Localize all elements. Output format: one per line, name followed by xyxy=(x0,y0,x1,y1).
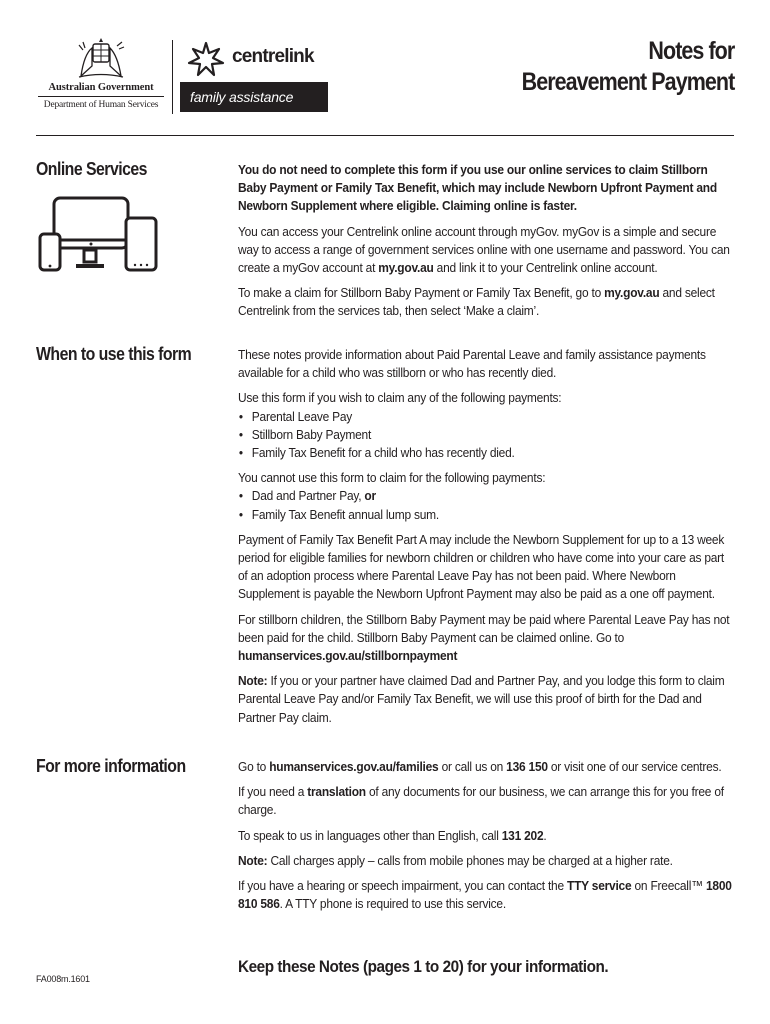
form-code: FA008m.1601 xyxy=(36,974,90,984)
when-paragraph-2: Use this form if you wish to claim any of the following payments: xyxy=(238,390,562,406)
when-to-use-body xyxy=(238,346,735,734)
mygov-link[interactable]: my.gov.au xyxy=(378,260,434,276)
header-rule xyxy=(36,135,734,136)
more-note xyxy=(238,852,735,870)
coat-of-arms-icon xyxy=(73,36,129,80)
when-paragraph-5 xyxy=(238,611,735,666)
families-link[interactable]: humanservices.gov.au/families xyxy=(269,759,439,774)
header-divider xyxy=(172,40,173,114)
document-title-line-1: Notes for xyxy=(648,37,734,65)
text: You can access your Centrelink online account through myGov. myGov is a simple and secure way to access a range of government services online with one username and password. You can create a myGov account at xyxy=(238,223,730,276)
text: and link it to your Centrelink online account. xyxy=(433,260,658,276)
text: Call charges apply – calls from mobile phones may be charged at a higher rate. xyxy=(267,852,673,868)
online-services-heading: Online Services xyxy=(36,159,147,179)
phone-number: 131 202 xyxy=(501,827,544,843)
family-assistance-label: family assistance xyxy=(180,82,328,112)
more-paragraph-tty xyxy=(238,877,735,913)
claim-payments-list xyxy=(238,408,735,463)
text: or xyxy=(364,488,376,504)
mygov-link[interactable]: my.gov.au xyxy=(604,285,660,301)
note-label: Note: xyxy=(238,852,268,868)
text: . xyxy=(543,827,547,843)
online-paragraph-claim xyxy=(238,284,735,320)
more-paragraph-2 xyxy=(238,783,735,819)
centrelink-star-icon xyxy=(186,40,226,80)
when-to-use-heading: When to use this form xyxy=(36,344,192,364)
list-item xyxy=(238,487,735,505)
text: or visit one of our service centres. xyxy=(547,759,722,774)
when-paragraph-1: These notes provide information about Paid Parental Leave and family assistance payments available for a child who was stillborn or who has recently died. xyxy=(238,347,706,381)
phone-number: 1800 810 586 xyxy=(238,878,732,912)
text: translation xyxy=(307,784,366,800)
list-item: • Parental Leave Pay xyxy=(238,408,735,426)
text: or call us on xyxy=(438,759,507,774)
document-title-line-2: Bereavement Payment xyxy=(521,68,734,96)
document-title xyxy=(521,36,734,98)
more-paragraph-1 xyxy=(238,758,735,776)
online-services-body xyxy=(238,161,735,328)
when-note xyxy=(238,672,735,727)
note-label: Note: xyxy=(238,673,268,689)
government-name: Australian Government xyxy=(48,82,154,93)
text: If you have a hearing or speech impairment, you can contact the xyxy=(238,878,568,894)
list-item: • Stillborn Baby Payment xyxy=(238,426,735,444)
when-paragraph-3: You cannot use this form to claim for the following payments: xyxy=(238,470,546,486)
text: To speak to us in languages other than English, call xyxy=(238,827,502,843)
excluded-payments-list xyxy=(238,487,735,523)
more-paragraph-3 xyxy=(238,827,735,845)
more-information-heading: For more information xyxy=(36,756,186,776)
centrelink-wordmark: centrelink xyxy=(232,46,314,67)
list-item: • Family Tax Benefit for a child who has recently died. xyxy=(238,444,735,462)
text: To make a claim for Stillborn Baby Payment or Family Tax Benefit, go to xyxy=(238,285,605,301)
text: on Freecall™ xyxy=(631,878,706,894)
text: If you or your partner have claimed Dad and Partner Pay, and you lodge this form to claim Parental Leave Pay and/or Family Tax Benefit, we will use this proof of birth for the Dad and Partner Pay claim. xyxy=(238,673,725,725)
phone-number: 136 150 xyxy=(506,759,548,774)
online-paragraph-mygov xyxy=(238,223,735,278)
text: Go to xyxy=(238,759,270,774)
text: If you need a xyxy=(238,784,308,800)
stillborn-payment-link[interactable]: humanservices.gov.au/stillbornpayment xyxy=(238,648,458,664)
text: Dad and Partner Pay, xyxy=(251,488,365,504)
more-information-body xyxy=(238,758,735,920)
text: and select Centrelink from the services tab, then select ‘Make a claim’. xyxy=(238,285,715,319)
when-paragraph-4: Payment of Family Tax Benefit Part A may include the Newborn Supplement for up to a 13 week period for eligible families for newborn children or children who have come into your care as part of an adoption process where Parental Leave Pay has not been paid. Where Newborn Supplement is payable the Newborn Upfront Payment may also be paid as a one off payment. xyxy=(238,531,725,602)
keep-notes-message: Keep these Notes (pages 1 to 20) for your information. xyxy=(238,957,609,976)
list-item: • Family Tax Benefit annual lump sum. xyxy=(238,506,735,524)
logo-rule xyxy=(38,96,164,97)
australian-government-logo xyxy=(36,36,166,116)
text: . A TTY phone is required to use this service. xyxy=(279,896,506,912)
text: TTY service xyxy=(567,878,632,894)
devices-icon xyxy=(38,196,162,276)
online-intro: You do not need to complete this form if you use our online services to claim Stillborn Baby Payment or Family Tax Benefit, which may include Newborn Upfront Payment and Newborn Supplement where eligible. Claiming online is faster. xyxy=(238,162,717,214)
department-name: Department of Human Services xyxy=(43,100,159,110)
text: of any documents for our business, we can arrange this for you free of charge. xyxy=(238,784,724,818)
text: For stillborn children, the Stillborn Baby Payment may be paid where Parental Leave Pay has not been paid for the child. Stillborn Baby Payment can be claimed online. Go to xyxy=(238,611,730,645)
